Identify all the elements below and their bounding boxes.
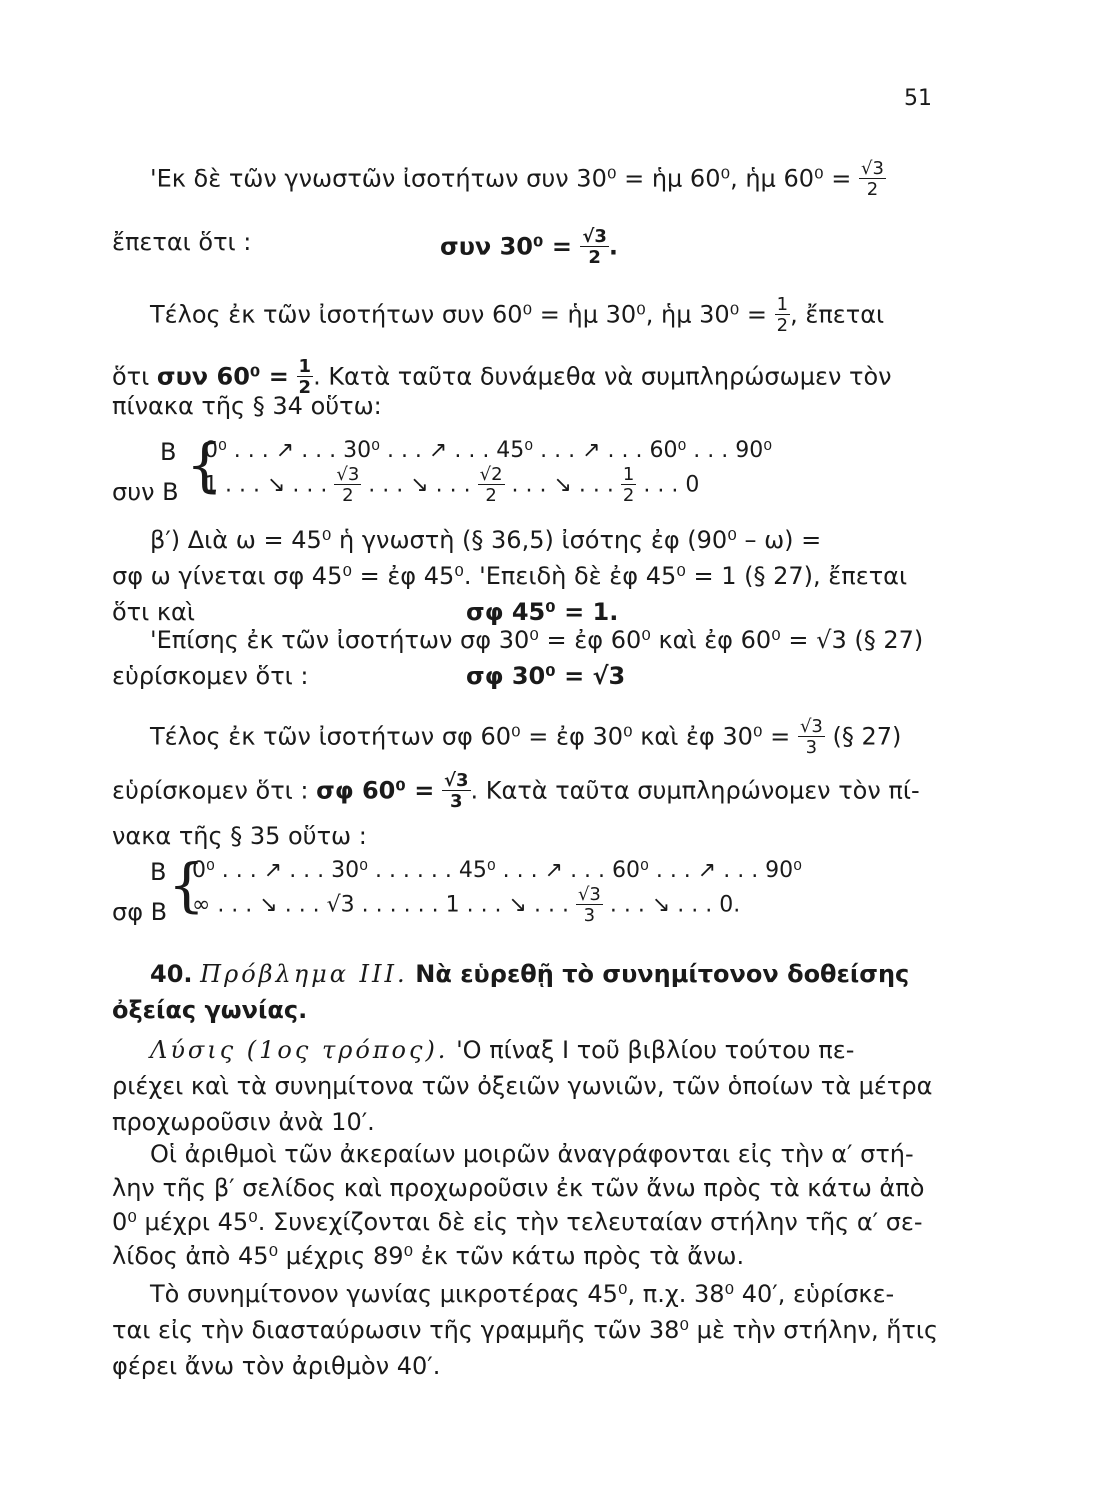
text-line-12: [112, 772, 920, 811]
fraction-numerator: 1: [622, 464, 635, 485]
text-line-8-lead: ὅτι καὶ: [112, 598, 195, 626]
text-line-13: νακα τῆς § 35 οὕτω :: [112, 822, 367, 850]
formula-cos30: [440, 228, 618, 267]
fraction-denominator: 3: [805, 737, 818, 758]
page-number: 51: [904, 86, 932, 111]
formula-cot60: σφ 60⁰ =: [316, 776, 435, 805]
table1-row2-values: [204, 466, 699, 505]
para2-line-2: λην τῆς β′ σελίδος καὶ προχωροῦσιν ἐκ τῶν ἄνω πρὸς τὰ κάτω ἀπὸ: [112, 1174, 925, 1202]
text-line-5: πίνακα τῆς § 34 οὕτω:: [112, 392, 382, 420]
table1-row1-label: B: [160, 438, 177, 466]
solution-label: Λύσις (1ος τρόπος).: [150, 1036, 449, 1064]
row-segment: . . . ↘ . . .: [511, 472, 614, 498]
fraction-denominator: 2: [298, 377, 312, 398]
fraction-denominator: 3: [449, 791, 463, 812]
fraction-sqrt3-over-3: [442, 772, 471, 811]
line-text: Τέλος ἐκ τῶν ἰσοτήτων συν 60⁰ = ἡμ 30⁰, ἡμ 30⁰ =: [150, 300, 768, 329]
para1-line-1: [150, 1036, 854, 1064]
fraction-denominator: 2: [776, 315, 789, 336]
line-lead: ὅτι: [112, 362, 150, 391]
brace-table-1: {: [186, 431, 223, 499]
row-segment: . . . ↘ . . .: [368, 472, 471, 498]
formula-tail: .: [608, 232, 618, 261]
section-title-line-1: Νὰ εὑρεθῇ τὸ συνημίτονον δοθείσης: [415, 960, 910, 988]
fraction-sqrt3-over-2: [580, 228, 609, 267]
fraction-sqrt3-over-2: [859, 160, 886, 199]
para2-line-4: λίδος ἀπὸ 45⁰ μέχρις 89⁰ ἐκ τῶν κάτω πρὸς τὰ ἄνω.: [112, 1242, 745, 1270]
fraction-denominator: 2: [588, 247, 601, 268]
text-line-10-lead: εὑρίσκομεν ὅτι :: [112, 662, 309, 690]
text-line-1: [150, 160, 886, 199]
para2-line-1: Οἱ ἀριθμοὶ τῶν ἀκεραίων μοιρῶν ἀναγράφονται εἰς τὴν α′ στή-: [150, 1140, 914, 1168]
para2-line-3: 0⁰ μέχρι 45⁰. Συνεχίζονται δὲ εἰς τὴν τελευταίαν στήλην τῆς α′ σε-: [112, 1208, 923, 1236]
line-tail: (§ 27): [832, 722, 902, 751]
fraction-numerator: 1: [776, 294, 789, 315]
para1-line-3: προχωροῦσιν ἀνὰ 10′.: [112, 1108, 375, 1136]
fraction-numerator: √3: [336, 464, 360, 485]
fraction-denominator: 2: [622, 485, 635, 506]
fraction-1-over-2: [775, 296, 790, 335]
fraction-denominator: 3: [583, 905, 596, 926]
para1-line-2: ριέχει καὶ τὰ συνημίτονα τῶν ὀξειῶν γωνιῶν, τῶν ὁποίων τὰ μέτρα: [112, 1072, 933, 1100]
text-line-11: [150, 718, 901, 757]
line-tail: , ἔπεται: [790, 300, 885, 329]
text-line-6: β′) Διὰ ω = 45⁰ ἡ γνωστὴ (§ 36,5) ἰσότης ἐφ (90⁰ – ω) =: [150, 526, 822, 554]
text-line-7: σφ ω γίνεται σφ 45⁰ = ἐφ 45⁰. 'Επειδὴ δὲ ἐφ 45⁰ = 1 (§ 27), ἔπεται: [112, 562, 908, 590]
formula-cot45: σφ 45⁰ = 1.: [466, 598, 619, 626]
formula-text: συν 30⁰ =: [440, 232, 572, 261]
text-line-9: 'Επίσης ἐκ τῶν ἰσοτήτων σφ 30⁰ = ἐφ 60⁰ καὶ ἐφ 60⁰ = √3 (§ 27): [150, 626, 924, 654]
row-segment: ∞ . . . ↘ . . . √3 . . . . . . 1 . . . ↘ . . .: [192, 892, 569, 918]
section-heading: [150, 960, 909, 988]
line-text: 'Ο πίναξ I τοῦ βιβλίου τούτου πε-: [456, 1036, 855, 1064]
fraction-1-over-2: [621, 466, 636, 505]
fraction-sqrt3-over-2: [334, 466, 361, 505]
row-segment: . . . ↘ . . . 0.: [609, 892, 741, 918]
fraction-numerator: √3: [443, 770, 469, 791]
fraction-numerator: √3: [577, 884, 601, 905]
line-text: 'Εκ δὲ τῶν γνωστῶν ἰσοτήτων συν 30⁰ = ἡμ 60⁰, ἡμ 60⁰ =: [150, 164, 852, 193]
fraction-denominator: 2: [866, 179, 879, 200]
line-tail: . Κατὰ ταῦτα δυνάμεθα νὰ συμπληρώσωμεν τὸν: [313, 362, 892, 391]
table2-row1-values: 0⁰ . . . ↗ . . . 30⁰ . . . . . . 45⁰ . . . ↗ . . . 60⁰ . . . ↗ . . . 90⁰: [192, 858, 802, 883]
line-text: Τέλος ἐκ τῶν ἰσοτήτων σφ 60⁰ = ἐφ 30⁰ καὶ ἐφ 30⁰ =: [150, 722, 791, 751]
formula-cot30: σφ 30⁰ = √3: [466, 662, 626, 690]
fraction-numerator: 1: [298, 356, 312, 377]
fraction-sqrt3-over-3: [576, 886, 603, 925]
fraction-sqrt3-over-3: [798, 718, 825, 757]
text-line-2: [112, 228, 251, 256]
section-label: Πρόβλημα III.: [200, 960, 408, 988]
brace-table-2: {: [168, 851, 205, 919]
table2-row2-values: [192, 886, 740, 925]
line-lead: ἔπεται ὅτι :: [112, 228, 252, 256]
para3-line-2: ται εἰς τὴν διασταύρωσιν τῆς γραμμῆς τῶν 38⁰ μὲ τὴν στήλην, ἥτις: [112, 1316, 939, 1344]
text-line-3: [150, 296, 884, 335]
fraction-sqrt2-over-2: [478, 466, 505, 505]
para3-line-3: φέρει ἄνω τὸν ἀριθμὸν 40′.: [112, 1352, 441, 1380]
table1-row2-label: συν B: [112, 478, 179, 506]
fraction-denominator: 2: [342, 485, 354, 506]
table2-row1-label: B: [150, 858, 167, 886]
line-tail: . Κατὰ ταῦτα συμπληρώνομεν τὸν πί-: [470, 776, 920, 805]
row-segment: . . . 0: [643, 472, 700, 498]
table1-row1-values: 0⁰ . . . ↗ . . . 30⁰ . . . ↗ . . . 45⁰ . . . ↗ . . . 60⁰ . . . 90⁰: [204, 438, 773, 463]
fraction-denominator: 2: [485, 485, 497, 506]
fraction-numerator: √2: [479, 464, 503, 485]
section-title-line-2: ὀξείας γωνίας.: [112, 996, 308, 1024]
section-number: 40.: [150, 960, 193, 988]
table2-row2-label: σφ B: [112, 898, 168, 926]
row-segment: 1 . . . ↘ . . .: [204, 472, 328, 498]
para3-line-1: Τὸ συνημίτονον γωνίας μικροτέρας 45⁰, π.χ. 38⁰ 40′, εὑρίσκε-: [150, 1280, 895, 1308]
fraction-numerator: √3: [861, 158, 884, 179]
line-lead: εὑρίσκομεν ὅτι :: [112, 776, 309, 805]
formula-cos60: συν 60⁰ =: [156, 362, 289, 391]
fraction-numerator: √3: [799, 716, 823, 737]
fraction-numerator: √3: [582, 226, 607, 247]
